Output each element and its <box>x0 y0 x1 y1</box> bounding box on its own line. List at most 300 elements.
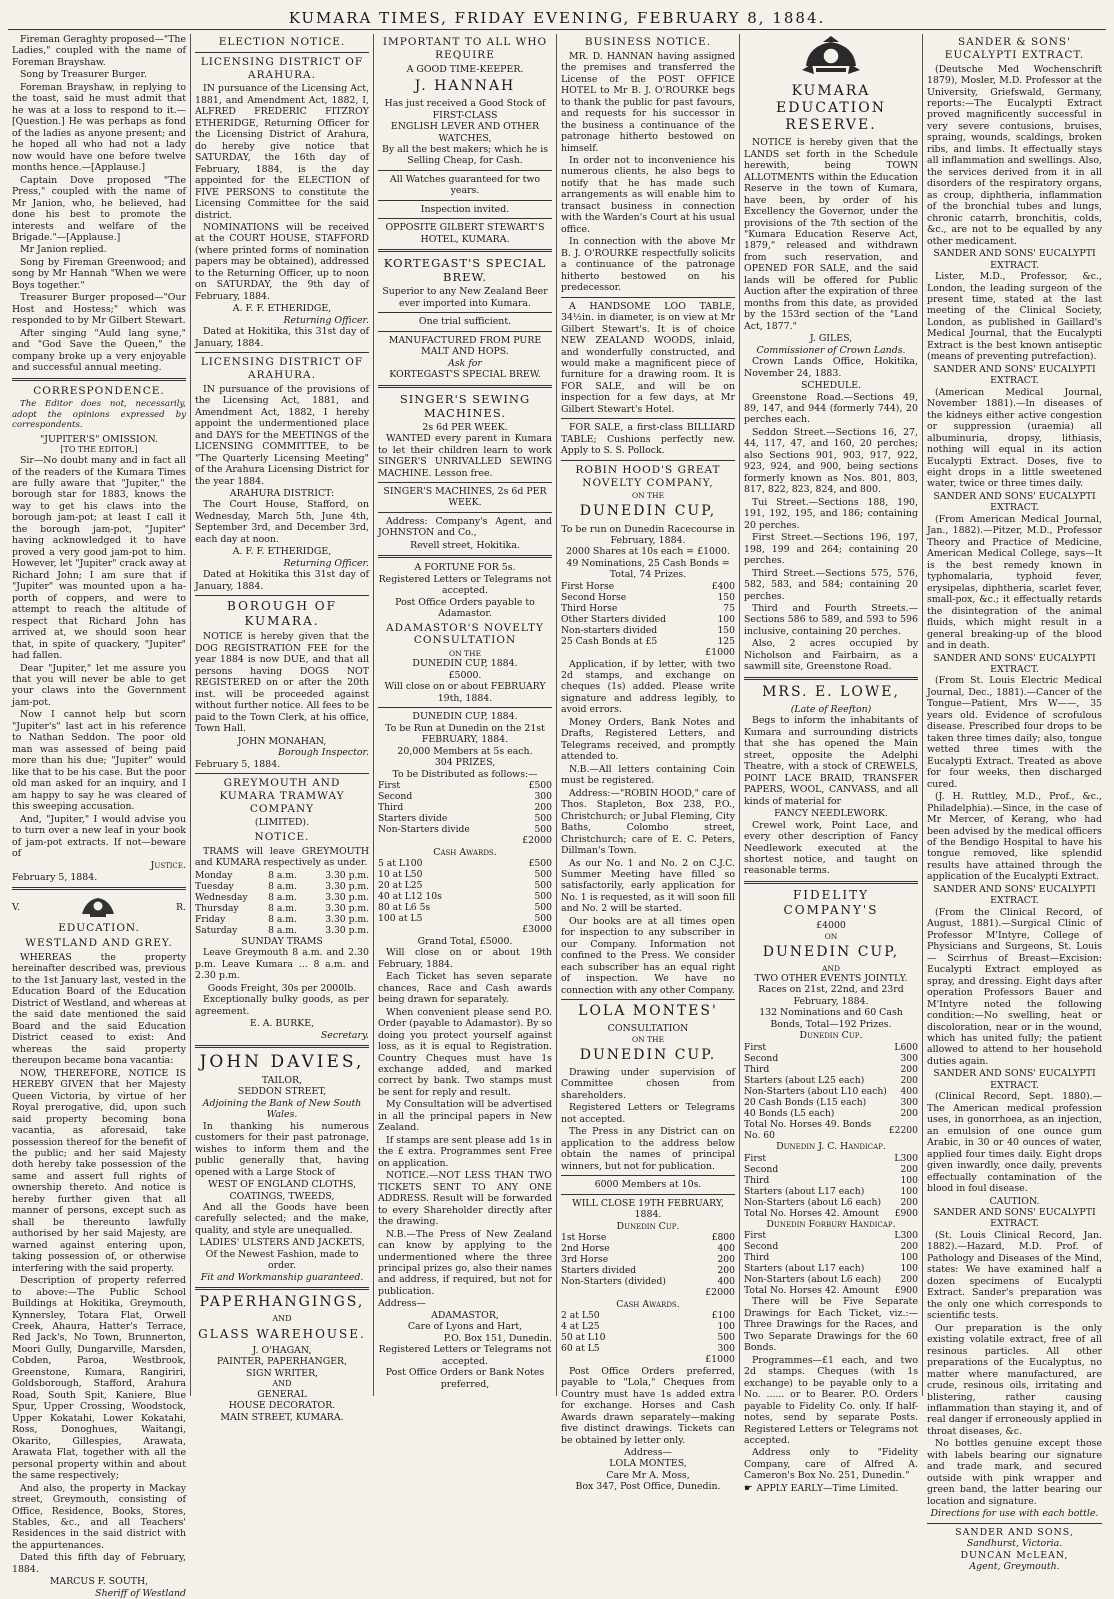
fidelity-address: Address only to "Fidelity Company, care of Alfred A. Cameron's Box No. 251, Dunedin." <box>744 1447 918 1482</box>
table-cell: Starters divide <box>378 813 448 825</box>
divider <box>378 707 552 708</box>
column-1 <box>8 34 191 1599</box>
table-row <box>744 1197 918 1208</box>
sander-paragraph: Our preparation is the only existing volatile extract, free of all resinous particles. All other preparations of the Eucalyptus, no matter where manufactured, are crude, resinous oils, irritating and blistering, rather causing inflammation than staying it, and of real danger if erroneously applied in throat diseases, &c. <box>927 1322 1102 1437</box>
davies-text: In thanking his numerous customers for their past patronage, wishes to inform them and the public generally that, having opened with a Large Stock of <box>195 1120 369 1178</box>
table-row <box>195 892 369 903</box>
table-cell: L600 <box>894 1041 918 1053</box>
borough-date: February 5, 1884. <box>195 758 281 770</box>
giles-address: Crown Lands Office, Hokitika, November 24, 1883. <box>744 356 918 379</box>
table-cell: 100 <box>900 1185 918 1197</box>
table-cell: 20 Cash Bonds (L15 each) <box>744 1096 867 1108</box>
shares: 2000 Shares at 10s each = £1000. <box>566 546 730 558</box>
members: 20,000 Members at 5s each. <box>397 745 533 757</box>
education-paragraph: And also, the property in Mackay street, Greymouth, consisting of Office, Residence, Books, Stores, Stables, &c., and all Teachers' Residences in the said district with the appurtenances. <box>12 1482 186 1551</box>
mclean-name: DUNCAN McLEAN, <box>960 1549 1069 1561</box>
books-text: Our books are at all times open for inspection to any subscriber in our Company. Information not confined to the Press. We consider each subscriber has an equal right of inspection. We have no connection with any other Company. <box>561 915 735 996</box>
education-subheading: WESTLAND AND GREY. <box>25 937 173 950</box>
divider <box>378 331 552 332</box>
table-cell: Third <box>744 1063 770 1075</box>
table-cell: Starters (about L17 each) <box>744 1263 865 1275</box>
lola-name: LOLA MONTES, <box>609 1458 687 1470</box>
table-cell: 100 <box>717 1321 735 1333</box>
divider <box>561 297 735 298</box>
sandhurst: Sandhurst, Victoria. <box>966 1538 1063 1550</box>
kortegast-text: Superior to any New Zealand Beer ever imported into Kumara. <box>382 286 548 309</box>
lola-cup-heading: Dunedin Cup. <box>616 1220 680 1232</box>
table-cell: 3.30 p.m. <box>325 924 369 936</box>
divider <box>378 218 552 219</box>
paperhangings-heading: PAPERHANGINGS, <box>199 1294 365 1311</box>
table-row <box>744 1175 918 1186</box>
letter-paragraph: And, "Jupiter," I would advise you to turn over a new leaf in your book of jam-pot extracts. If not—beware of <box>12 813 186 859</box>
table-cell: 2nd Horse <box>561 1243 610 1255</box>
nomination-text: NOMINATIONS will be received at the COURT HOUSE, STAFFORD (where printed forms of nomination papers may be obtained), addressed to the Returning Officer, up to noon on SATURDAY, the 9th day of February, 1884. <box>195 222 369 302</box>
nb-text: N.B.—The Press of New Zealand can know by applying to the undermentioned where the three principal prizes go, also their names and address, if required, but not for publication. <box>378 1228 552 1297</box>
hannah-name: J. HANNAH <box>414 78 516 95</box>
table-cell: £800 <box>711 1232 735 1243</box>
district-subheading: ARAHURA DISTRICT: <box>229 487 335 499</box>
table-cell: Tuesday <box>195 880 234 892</box>
column-3 <box>374 34 557 1396</box>
run-on: To be run on Dunedin Racecourse in February, 1884. <box>561 523 735 547</box>
table-cell: 80 at L6 5s <box>378 902 431 914</box>
table-cell: 100 <box>900 1263 918 1275</box>
table-cell: First <box>744 1230 767 1242</box>
davies-ladies: LADIES' ULSTERS AND JACKETS, Of the Newest Fashion, made to order. <box>199 1237 365 1272</box>
lola-registered: Registered Letters or Telegrams not accepted. <box>561 1102 735 1125</box>
intro-paragraphs <box>12 34 186 374</box>
forbury-table <box>744 1230 918 1296</box>
table-cell: L300 <box>894 1230 918 1242</box>
table-cell: First <box>378 780 401 792</box>
table-cell: 500 <box>534 824 552 836</box>
davies-street: SEDDON STREET, <box>237 1086 327 1098</box>
letter-paragraph: Dear "Jupiter," let me assure you that you will never be able to get your claws into the Government jam-pot. <box>12 662 186 708</box>
cash-table <box>378 858 552 924</box>
kortegast-2: KORTEGAST'S SPECIAL BREW. <box>389 369 541 381</box>
forbury-heading: Dunedin Forbury Handicap. <box>766 1218 896 1230</box>
table-cell: 200 <box>900 1196 918 1208</box>
address-label: Address— <box>378 1298 426 1310</box>
table-row <box>744 1086 918 1097</box>
lola-close: WILL CLOSE 19TH FEBRUARY, 1884. <box>572 1197 724 1221</box>
handicap-table <box>744 1153 918 1219</box>
divider <box>378 312 552 313</box>
lola-address-label: Address— <box>624 1446 672 1458</box>
lola-po: Post Office Orders preferred, payable to "Lola," Cheques from Country must have 1s added extra for exchange. Horses and Cash Awards drawn separately—making five distinct drawings. Tickets can be obtained by letter only. <box>561 1365 735 1446</box>
davies-adjoining: Adjoining the Bank of New South Wales. <box>202 1097 362 1121</box>
sander-subheading: SANDER AND SONS' EUCALYPTI EXTRACT. <box>933 1207 1096 1230</box>
important-heading: IMPORTANT TO ALL WHO REQUIRE <box>382 36 548 61</box>
lola-box: Box 347, Post Office, Dunedin. <box>575 1481 721 1493</box>
table-cell: Friday <box>195 913 226 925</box>
letter-paragraph: Sir—No doubt many and in fact all of the readers of the Kumara Times are fully aware that "Jupiter," the borough star for 1883, knows the way to get his claws into the borough jam-pot; at least I call it the borough jam-pot, "Jupiter" having acknowledged it to have proved a very good jam-pot to him. However, let "Jupiter" crack away at Richard John; I am sure that if "Jupiter" was mounted upon a ha-porth of coppers, and were to attempt to reach the altitude of respect that Richard John has arrived at, we should soon hear that, in spite of quackery, "Jupiter" had fallen. <box>12 455 186 662</box>
divider <box>195 1045 369 1048</box>
table-row <box>378 791 552 802</box>
table-row <box>744 1241 918 1252</box>
table-cell: First <box>744 1152 767 1164</box>
inspection: Inspection invited. <box>420 203 510 215</box>
table-row <box>378 891 552 902</box>
sander-paragraph: (From American Medical Journal, Jan., 1882).—Pitzer, M.D., Professor Theory and Practice of Medicine, American Medical College, says—It is the best remedy known in typhomalaria, typhoid fever, erysipelas, diphtheria, scarlet fever, small-pox, &c.; it effectually retards the disintegration of the animal fluids, which might result in a general breaking-up of the blood and in death. <box>927 513 1102 652</box>
divider <box>195 52 369 53</box>
first-class: FIRST-CLASS <box>432 109 498 121</box>
education-heading: EDUCATION. <box>58 922 140 935</box>
apply-early: APPLY EARLY—Time Limited. <box>756 1482 899 1494</box>
sander-subheading: SANDER AND SONS' EUCALYPTI EXTRACT. <box>933 248 1096 271</box>
inspector-title: Borough Inspector. <box>278 747 369 759</box>
table-row <box>561 1265 735 1276</box>
royal-crest-icon <box>76 894 120 920</box>
divider <box>12 887 186 890</box>
dated: Dated at Hokitika, this 31st day of January, 1884. <box>195 326 369 349</box>
licensing-text-2: IN pursuance of the provisions of the Licensing Act, 1881, and Amendment Act, 1882, I hereby appoint the undermentioned place and DAYS for the MEETINGS of the LICENSING COMMITTEE, to be "The Quarterly Licensing Meeting" of the Arahura Licensing District for the year 1884. <box>195 383 369 487</box>
table-row <box>744 1274 918 1285</box>
revell-street: Revell street, Hokitika. <box>410 539 520 551</box>
divider <box>561 460 735 461</box>
table-cell: 3.30 p.m. <box>325 869 369 881</box>
table-cell: 300 <box>534 791 552 803</box>
fidelity-heading: FIDELITY COMPANY'S <box>783 887 879 917</box>
election-heading: ELECTION NOTICE. <box>218 36 346 48</box>
table-row <box>744 1075 918 1086</box>
licensing-heading: LICENSING DISTRICT OF ARAHURA. <box>200 55 364 81</box>
adamastor-name: ADAMASTOR, <box>431 1309 499 1321</box>
davies-fit: Fit and Workmanship guaranteed. <box>200 1271 364 1283</box>
table-cell: 200 <box>534 802 552 814</box>
lola-cash-table <box>561 1310 735 1354</box>
table-cell: 5 at L100 <box>378 858 423 870</box>
fidelity-table <box>744 1042 918 1119</box>
table-row <box>744 1208 918 1219</box>
divider <box>561 418 735 419</box>
tram-timetable <box>195 870 369 936</box>
table-cell: 50 at L10 <box>561 1332 606 1344</box>
table-cell: Third <box>744 1174 770 1186</box>
robin-total: £1000 <box>705 647 735 659</box>
table-cell: 100 <box>900 1174 918 1186</box>
lola-consultation: CONSULTATION <box>607 1023 689 1035</box>
table-cell: Total No. Horses 49. Bonds No. 60 <box>744 1119 872 1142</box>
singer-2: SINGER'S MACHINES, 2s 6d PER WEEK. <box>383 485 547 509</box>
table-cell: Second <box>744 1163 779 1175</box>
glass-warehouse: GLASS WAREHOUSE. <box>198 1327 366 1342</box>
sander-paragraph: (St. Louis Clinical Record, Jan. 1882).—Hazard, M.D. Prof. of Pathology and Diseases of the Mind, states: We have examined half a dozen specimens of Eucalypti Extract. Sander's preparation was the only one which corresponds to scientific tests. <box>927 1229 1102 1322</box>
table-cell: 200 <box>900 1241 918 1253</box>
table-row <box>195 881 369 892</box>
lola-cup: DUNEDIN CUP. <box>579 1046 717 1063</box>
table-cell: 150 <box>717 625 735 637</box>
table-cell: £2200 <box>888 1124 918 1136</box>
table-cell: 75 <box>723 602 735 614</box>
table-cell: 200 <box>900 1163 918 1175</box>
divider <box>195 352 369 353</box>
po-orders: Post Office Orders or Bank Notes preferred, <box>385 1367 545 1390</box>
table-cell: 8 a.m. <box>268 880 297 892</box>
ohagan-name: J. O'HAGAN, <box>252 1344 312 1356</box>
singer-text: WANTED every parent in Kumara to let their children learn to work SINGER'S UNRIVALLED SEWING MACHINE. Lesson free. <box>378 433 552 479</box>
table-cell: 8 a.m. <box>268 924 297 936</box>
table-row <box>561 592 735 603</box>
robin-heading: ROBIN HOOD'S GREAT NOVELTY COMPANY, <box>575 463 721 489</box>
table-cell: 400 <box>717 1276 735 1288</box>
letter-signature: Justice. <box>150 860 186 872</box>
sander-subheading: SANDER AND SONS' EUCALYPTI EXTRACT. <box>933 490 1096 514</box>
letter-paragraph: Now I cannot help but scorn "Jupiter's" last act in his reference to Nathan Seddon. The poor old man was assessed of being paid more than his due; "Jupiter" would like that to be his case. But the poor old man asked for an inquiry, and I am happy to say he was cleared of this sweeping accusation. <box>12 709 186 813</box>
table-row <box>561 1332 735 1343</box>
sheriff-name: MARCUS F. SOUTH, <box>49 1576 149 1588</box>
table-row <box>378 824 552 835</box>
tramway-heading: GREYMOUTH AND KUMARA TRAMWAY COMPANY <box>219 777 345 815</box>
table-cell: 500 <box>534 869 552 881</box>
fidelity-two: TWO OTHER EVENTS JOINTLY. <box>754 972 908 984</box>
tramway-text: TRAMS will leave GREYMOUTH and KUMARA respectively as under. <box>195 845 369 869</box>
prize-table <box>378 780 552 835</box>
ask-for: Ask for <box>448 357 482 369</box>
schedule-item: Also, 2 acres occupied by Nicholson and Fairbairn, as a sawmill site, Greenstone Road. <box>744 638 918 673</box>
lola-care: Care Mr A. Moss, <box>606 1469 690 1481</box>
column-2 <box>191 34 374 1423</box>
adamastor-box: P.O. Box 151, Dunedin. <box>443 1332 552 1344</box>
table-cell: 300 <box>717 1343 735 1355</box>
table-cell: 8 a.m. <box>268 869 297 881</box>
sheriff-title: Sheriff of Westland <box>95 1587 186 1599</box>
agent: Agent, Greymouth. <box>969 1561 1060 1573</box>
editor-note: The Editor does not, necessarily, adopt the opinions expressed by correspondents. <box>12 399 186 431</box>
table-cell: Starters divided <box>561 1265 637 1277</box>
divider <box>195 1287 369 1290</box>
adamastor-care: Care of Lyons and Hart, <box>407 1321 523 1333</box>
fancy-needlework: FANCY NEEDLEWORK. <box>774 808 888 820</box>
table-cell: Total No. Horses 42. Amount <box>744 1207 879 1219</box>
vr-right: R. <box>175 901 186 913</box>
dunedin-cup: DUNEDIN CUP, <box>579 503 717 520</box>
borough-text: NOTICE is hereby given that the DOG REGISTRATION FEE for the year 1884 is now DUE, and that all persons having DOGS NOT REGISTERED on or after the 20th inst. will be proceeded against without further notice. All fees to be paid to the Town Clerk, at his office, Town Hall. <box>195 631 369 735</box>
table-cell: 500 <box>717 1332 735 1344</box>
will-close: Will close on or about 19th February, 1884. <box>378 947 552 970</box>
licensing-heading-2: LICENSING DISTRICT OF ARAHURA. <box>200 356 364 381</box>
divider <box>744 881 918 884</box>
schedule-heading: SCHEDULE. <box>800 380 862 392</box>
table-row <box>561 1321 735 1332</box>
table-row <box>561 1276 735 1287</box>
officer-name: A. F. F. ETHERIDGE, <box>232 546 332 558</box>
our-no-text: As our No. 1 and No. 2 on C.J.C. Summer Meeting have filled so satisfactorily, early application for No. 1 is requested, as it will soon fill and No. 2 will be started. <box>561 857 735 915</box>
table-row <box>195 870 369 881</box>
apply-early-row <box>744 1483 918 1494</box>
giles-name: J. GILES, <box>809 333 853 345</box>
education-paragraph: NOW, THEREFORE, NOTICE IS HEREBY GIVEN that her Majesty Queen Victoria, by virtue of her Royal prerogative, did, upon such said property becoming bona vacantia, as aforesaid, take possession thereof for the benefit of the public; and her said Majesty doth hereby take possession of the same and assert full rights of ownership thereto. And notice is hereby further given that all manner of persons, except such as shall be thereunto lawfully authorised by her said Majesty, are warned against entering upon, taking possession of, or otherwise interfering with the said property. <box>12 1067 186 1274</box>
schedule-item: Third Street.—Sections 575, 576, 582, 583, and 584; containing 20 perches. <box>744 567 918 602</box>
handicap-heading: Dunedin J. C. Handicap. <box>776 1141 886 1153</box>
paragraph: Mr Janion replied. <box>20 244 107 256</box>
table-row <box>561 1254 735 1265</box>
table-cell: 8 a.m. <box>268 902 297 914</box>
divider <box>12 378 186 381</box>
table-row <box>744 1064 918 1075</box>
cash-heading: Cash Awards. <box>433 846 497 858</box>
fidelity-cup: DUNEDIN CUP, <box>762 943 900 960</box>
table-row <box>561 1243 735 1254</box>
table-row <box>195 903 369 914</box>
table-cell: £900 <box>894 1285 918 1297</box>
fidelity-amount: £4000 <box>816 920 846 932</box>
prizes: 304 PRIZES, <box>434 757 496 769</box>
column-4 <box>557 34 740 1493</box>
vr-left: V. <box>12 901 21 913</box>
lola-on: ON THE <box>631 1034 665 1044</box>
table-cell: Non-Starters (about L6 each) <box>744 1196 882 1208</box>
davies-trade: TAILOR, <box>261 1074 303 1086</box>
table-cell: Non-Starters (about L6 each) <box>744 1274 882 1286</box>
table-row <box>561 625 735 636</box>
consult-text: My Consultation will be advertised in all the principal papers in New Zealand. <box>378 1099 552 1134</box>
education-paragraph: WHEREAS the property hereinafter described was, previous to the 1st January last, vested in the Education Board of the Education District of Westland, and whereas at the said date mentioned the said Board and the said Education District ceased to exist: And whereas the said property thereupon became bona vacantia: <box>12 952 186 1067</box>
giles-title: Commissioner of Crown Lands. <box>756 344 906 356</box>
table-cell: 200 <box>717 1265 735 1277</box>
paragraph: After singing "Auld lang syne," and "God Save the Queen," the company broke up a very enjoyable and successful annual meeting. <box>12 327 186 374</box>
table-row <box>744 1263 918 1274</box>
paragraph: Song by Treasurer Burger. <box>20 69 147 81</box>
billiard-text: FOR SALE, a first-class BILLIARD TABLE; Cushions perfectly new. Apply to S. S. Pollock. <box>561 422 735 457</box>
education-paragraph: Dated this fifth day of February, 1884. <box>12 1552 186 1575</box>
lowe-sub: (Late of Reefton) <box>790 703 872 715</box>
table-cell: Wednesday <box>195 891 248 903</box>
loo-table-text: A HANDSOME LOO TABLE, 34½in. in diameter, is on view at Mr Gilbert Stewart's. It is of choice NEW ZEALAND WOODS, inlaid, and wonderfully constructed, and would make a magnificent piece of furniture for a drawing room. It is FOR SALE, and will be on inspection for a few days, at Mr Gilbert Stewart's Hotel. <box>561 300 735 415</box>
table-row <box>744 1119 918 1141</box>
sunday-text: Leave Greymouth 8 a.m. and 2.30 p.m. Leave Kumara ... 8 a.m. and 2.30 p.m. <box>195 947 369 982</box>
lowe-heading: MRS. E. LOWE, <box>762 683 900 700</box>
royal-header <box>12 894 186 920</box>
sander-paragraph: (J. H. Ruttley, M.D., Prof., &c., Philadelphia).—Since, in the case of Mr Mercer, of Kerang, who had been advised by the medical officers of the Bendigo Hospital to have his tongue removed, like splendid results have attained through the application of the Eucalypti Extract. <box>927 791 1102 883</box>
table-row <box>378 858 552 869</box>
fidelity-and: AND <box>822 963 840 973</box>
business-heading: BUSINESS NOTICE. <box>584 36 712 48</box>
lola-cash-total: £1000 <box>705 1354 735 1366</box>
table-cell: 500 <box>534 880 552 892</box>
sander-paragraph: (Clinical Record, Sept. 1880).—The American medical profession uses, in gonorrhoea, as an injection, an emulsion of one ounce gum Arabic, in 30 or 40 ounces of water, applied four times daily. Eight drops given inwardly, once daily, prevents effectually contamination of the blood in foul disease. <box>927 1091 1102 1195</box>
davies-name: JOHN DAVIES, <box>199 1052 365 1073</box>
paper-and-2: AND <box>272 1379 292 1389</box>
paragraph: Foreman Brayshaw, in replying to the toast, said he must admit that he was at a loss to respond to it.—[Question.] He was perhaps as fond of the ladies as anyone present; and he hoped all who had not a lady now would have one before twelve months hence.—[Applause.] <box>12 81 186 174</box>
registered-note-2: Registered Letters or Telegrams not accepted. <box>378 1344 552 1367</box>
table-row <box>561 603 735 614</box>
correspondence-heading: CORRESPONDENCE. <box>33 384 165 397</box>
table-row <box>744 1042 918 1053</box>
dated: Dated at Hokitika this 31st day of January, 1884. <box>195 569 369 592</box>
letter-date: February 5, 1884. <box>12 871 98 883</box>
distributed: To be Distributed as follows:— <box>392 768 538 780</box>
kortegast-heading: KORTEGAST'S SPECIAL BREW. <box>383 256 547 285</box>
table-row <box>195 925 369 936</box>
table-cell: Third <box>378 802 404 814</box>
stamps-text: If stamps are sent please add 1s in the £ extra. Programmes sent Free on application. <box>378 1134 552 1169</box>
lola-drawing: Drawing under supervision of Committee chosen from shareholders. <box>561 1066 735 1101</box>
paragraph: Song by Fireman Greenwood; and song by Mr Hannah "When we were Boys together." <box>12 256 186 291</box>
table-cell: Second Horse <box>561 591 627 603</box>
table-cell: Thursday <box>195 902 239 914</box>
officer-name: A. F. F. ETHERIDGE, <box>232 303 332 315</box>
table-cell: 300 <box>900 1052 918 1064</box>
divider <box>561 999 735 1000</box>
officer-title: Returning Officer. <box>283 314 369 326</box>
table-cell: Total No. Horses 42. Amount <box>744 1285 879 1297</box>
prize-total: £2000 <box>522 835 552 847</box>
table-cell: 25 Cash Bonds at £5 <box>561 636 658 648</box>
lola-total: £2000 <box>705 1287 735 1299</box>
sander-signature: SANDER AND SONS, <box>955 1526 1074 1538</box>
table-cell: 2 at L50 <box>561 1310 600 1322</box>
table-row <box>744 1108 918 1119</box>
programmes-text: Programmes—£1 each, and two 2d stamps. Cheques (with 1s exchange) to be payable only to a No. ...... or to Bearer. P.O. Orders payable to Fidelity Co. only. If half-notes, send by separate Posts. Registered Letters or Telegrams not accepted. <box>744 1354 918 1447</box>
table-cell: 400 <box>900 1085 918 1097</box>
bulky-goods: Exceptionally bulky goods, as per agreement. <box>195 994 369 1017</box>
fidelity-total <box>744 1119 918 1141</box>
money-text: Money Orders, Bank Notes and Drafts, Registered Letters, and Telegrams received, and promptly attended to. <box>561 716 735 763</box>
crest-icon <box>796 36 866 80</box>
table-cell: 200 <box>900 1274 918 1286</box>
divider <box>195 773 369 774</box>
lola-heading: LOLA MONTES' <box>578 1003 718 1020</box>
sander-subheading: SANDER AND SONS' EUCALYPTI EXTRACT. <box>933 652 1096 675</box>
table-cell: 100 at L5 <box>378 913 423 925</box>
kumara-heading: KUMARA EDUCATION RESERVE. <box>776 83 886 134</box>
table-cell: Non-Starters (divided) <box>561 1276 666 1288</box>
schedule-item: Third and Fourth Streets.—Sections 586 to 589, and 593 to 596 inclusive, containing 20 perches. <box>744 602 918 637</box>
fidelity-cup-heading: Dunedin Cup. <box>799 1030 863 1042</box>
nb-text: N.B.—All letters containing Coin must be registered. <box>561 763 735 787</box>
sander-paragraph: (Deutsche Med Wochenschrift 1879), Mosler, M.D. Professor at the University, Griefswald, Germany, reports:—The Eucalypti Extract proved magnificently successful in very severe contusions, bruises, spraing, wounds, scaldings, broken ribs, and limbs. It effectually stays all inflammation and swellings. Also, the services derived from it in all disorders of the respiratory organs, as croup, diphtheria, inflammation of the bronchial tubes and lungs, chronic catarrh, bronchitis, colds, &c., are not to be equalled by any other medicament. <box>927 63 1102 247</box>
run-date: To be Run at Dunedin on the 21st FEBRUARY, 1884. <box>385 722 545 746</box>
sander-paragraph: Lister, M.D., Professor, &c., London, the leading surgeon of the present time, stated at the last meeting of the Clinical Society, London, as published in Gaillard's Medical Journal, that the Eucalypti Extract is the best known antiseptic (means of preventing putrefaction). <box>927 271 1102 363</box>
table-row <box>744 1285 918 1296</box>
table-cell: 20 at L25 <box>378 880 423 892</box>
tramway-limited: (LIMITED). <box>254 817 310 829</box>
sander-paragraph: (From the Clinical Record, of August, 1881).—Surgical Clinic of Professor M'Intyre, College of Physicians and Surgeons, St. Louis — Scirrhus of Breast—Excision: Eucalypti Extract employed as spray, and dressing. Eight days after operation Professors Bauer and M'Intyre noted the following condition:—No swelling, heat or discoloration, near or in the wound, which has united fully; the patient allowed to attend to her household duties again. <box>927 906 1102 1067</box>
table-cell: 200 <box>717 1254 735 1266</box>
table-row <box>561 614 735 625</box>
kumara-notice: NOTICE is hereby given that the LANDS set forth in the Schedule herewith, being TOWN ALLOTMENTS within the Education Reserve in the town of Kumara, have been, by order of his Excellency the Governor, under the provisions of the 7th section of the "Kumara Education Reserve Act, 1879," released and withdrawn from such reservation, and OPENED FOR SALE, and the said lands will be offered for Public Auction after the expiration of three months from this date, as provided by the 153rd section of the "Land Act, 1877." <box>744 137 918 332</box>
grand-total: Grand Total, £5000. <box>417 935 513 947</box>
table-row <box>561 1310 735 1321</box>
table-cell: 200 <box>900 1074 918 1086</box>
table-row <box>378 802 552 813</box>
fidelity-races: Races on 21st, 22nd, and 23rd February, 1884. <box>758 984 904 1007</box>
education-paragraph: Description of property referred to above:—The Public School Buildings at Hokitika, Greymouth, Kynnersley, Totara Flat, Orwell Creek, Ahaura, Hatter's Terrace, Red Jack's, No Town, Brunnerton, Moori Gully, Dungarville, Marsden, Cobden, Paroa, Westbrook, Greenstone, Kumara, Rangiriri, Goldsborough, Stafford, Arahura Road, South Spit, Kaniere, Blue Spur, Upper Crossing, Woodstock, Upper Kokatahi, Lower Kokatahi, Ross, Donoghues, Waitangi, Okarito, Gillespies, Arawata, Arawata Flat, together with all the personal property within and about the same respectively; <box>12 1275 186 1482</box>
five-drawings: There will be Five Separate Drawings for Each Ticket, viz.:—Three Drawings for the Races, and Two Separate Drawings for the 60 Bonds. <box>744 1296 918 1354</box>
table-cell: 3rd Horse <box>561 1254 609 1266</box>
cash-total: £3000 <box>522 924 552 936</box>
table-cell: 8 a.m. <box>268 891 297 903</box>
sander-paragraph: (American Medical Journal, November 1881).—In diseases of the kidneys either active congestion or suppression (uraemia) all albuminuria, dropsy, lithiasis, nothing will equal in its action Eucalypti Extract. Doses, five to eight drops in a little sweetened water, twice or three times daily. <box>927 386 1102 490</box>
table-cell: Non-starters divided <box>561 625 658 637</box>
best-makers: By all the best makers; which he is Selling Cheap, for Cash. <box>381 144 549 167</box>
table-cell: 150 <box>717 591 735 603</box>
secretary-title: Secretary. <box>320 1029 369 1041</box>
pointing-hand-icon: ☛ <box>744 1482 753 1494</box>
time-keeper: A GOOD TIME-KEEPER. <box>406 63 524 75</box>
fortune-heading: A FORTUNE FOR 5s. <box>414 562 516 574</box>
table-cell: First <box>744 1041 767 1053</box>
robin-table <box>561 581 735 647</box>
table-cell: Second <box>744 1241 779 1253</box>
divider <box>744 677 918 680</box>
table-row <box>744 1230 918 1241</box>
dunedin-cup: DUNEDIN CUP, 1884. <box>412 658 518 670</box>
table-cell: 3.30 p.m. <box>325 891 369 903</box>
hannah-text: Has just received a Good Stock of <box>384 98 546 110</box>
